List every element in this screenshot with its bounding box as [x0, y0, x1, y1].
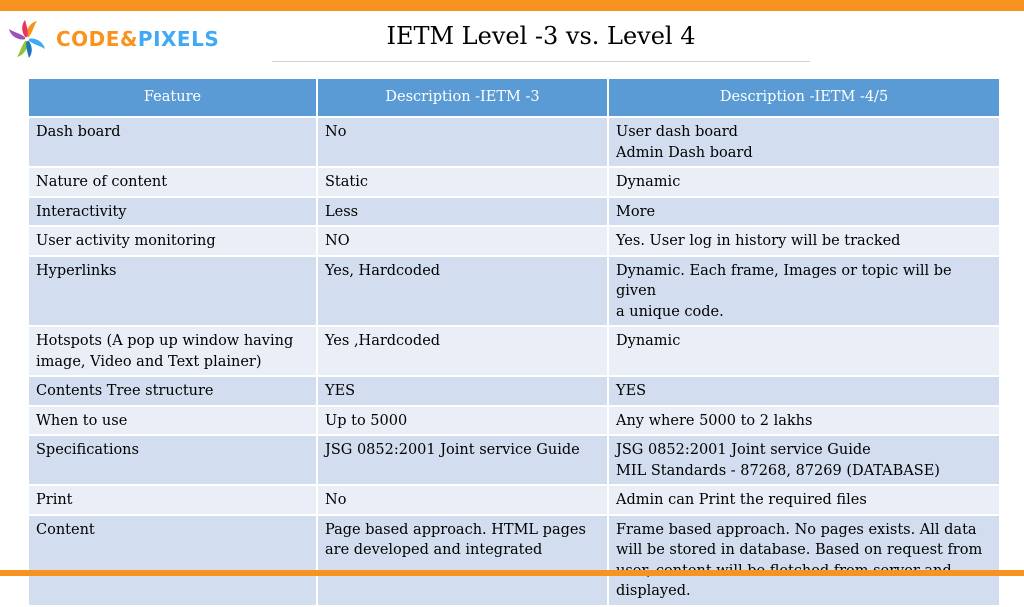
ietm45-cell [608, 167, 1000, 197]
ietm3-cell [317, 197, 608, 227]
ietm3-cell [317, 226, 608, 256]
top-accent-bar [0, 0, 1024, 11]
feature-cell [28, 117, 317, 167]
ietm45-cell [608, 435, 1000, 485]
cell-text-line: Nature of content [36, 174, 168, 190]
cell-text-line: No [325, 492, 347, 508]
cell-text-line: Dynamic [616, 333, 681, 349]
feature-cell [28, 326, 317, 376]
cell-text-line: Admin can Print the required files [616, 492, 867, 508]
feature-cell [28, 376, 317, 406]
cell-text-line: Interactivity [36, 203, 127, 220]
table-row [28, 197, 1000, 227]
logo-word-code: CODE [56, 27, 120, 51]
cell-text-line: When to use [36, 412, 128, 429]
ietm45-cell [608, 256, 1000, 327]
cell-text-line: Content [36, 521, 95, 538]
table-header-row [28, 78, 1000, 117]
header-feature: Feature [28, 78, 317, 117]
ietm45-cell [608, 376, 1000, 406]
ietm45-cell [608, 197, 1000, 227]
feature-cell [28, 226, 317, 256]
logo-wordmark [56, 27, 219, 51]
ietm45-cell [608, 226, 1000, 256]
ietm45-cell [608, 326, 1000, 376]
cell-text-line: Any where 5000 to 2 lakhs [616, 412, 813, 429]
cell-text-line: image, Video and Text plainer) [36, 353, 262, 370]
feature-cell [28, 256, 317, 327]
brand-logo [6, 18, 219, 60]
comparison-table [27, 77, 1001, 607]
feature-cell [28, 406, 317, 436]
feature-cell [28, 167, 317, 197]
cell-text-line: a unique code. [616, 303, 724, 320]
cell-text-line: User activity monitoring [36, 233, 216, 249]
cell-text-line: Page based approach. HTML pages [325, 521, 586, 538]
table-row [28, 226, 1000, 256]
cell-text-line: Hotspots (A pop up window having [36, 333, 294, 349]
table-row [28, 435, 1000, 485]
feature-cell [28, 515, 317, 606]
cell-text-line: Less [325, 203, 359, 220]
logo-word-pixels: PIXELS [137, 27, 220, 51]
cell-text-line: User dash board [616, 124, 738, 140]
cell-text-line: Up to 5000 [325, 412, 408, 429]
table-row [28, 326, 1000, 376]
bottom-accent-bar [0, 570, 1024, 576]
table-row [28, 376, 1000, 406]
header-ietm45: Description -IETM -4/5 [608, 78, 1000, 117]
ietm45-cell [608, 117, 1000, 167]
header-ietm3: Description -IETM -3 [317, 78, 608, 117]
cell-text-line: More [616, 203, 656, 220]
cell-text-line: are developed and integrated [325, 542, 543, 558]
cell-text-line: Yes ,Hardcoded [325, 333, 441, 349]
cell-text-line: Hyperlinks [36, 262, 117, 279]
ietm3-cell [317, 406, 608, 436]
slide-title: IETM Level -3 vs. Level 4 [386, 22, 696, 50]
cell-text-line: Print [36, 492, 73, 508]
cell-text-line: YES [616, 383, 647, 399]
ietm3-cell [317, 435, 608, 485]
ietm3-cell [317, 256, 608, 327]
cell-text-line: will be stored in database. Based on request from [616, 542, 983, 558]
ietm45-cell [608, 406, 1000, 436]
ietm45-cell [608, 485, 1000, 515]
feature-cell [28, 435, 317, 485]
cell-text-line: JSG 0852:2001 Joint service Guide [616, 442, 871, 458]
ietm3-cell [317, 167, 608, 197]
table-row [28, 406, 1000, 436]
cell-text-line: Yes. User log in history will be tracked [616, 233, 901, 249]
ietm3-cell [317, 117, 608, 167]
logo-ampersand: & [119, 27, 138, 51]
cell-text-line: Yes, Hardcoded [325, 262, 441, 279]
table-row [28, 117, 1000, 167]
pinwheel-logo-icon [6, 18, 48, 60]
table-row [28, 256, 1000, 327]
table-row [28, 515, 1000, 606]
cell-text-line: displayed. [616, 583, 691, 599]
cell-text-line: NO [325, 233, 350, 249]
feature-cell [28, 485, 317, 515]
cell-text-line: Admin Dash board [616, 144, 753, 161]
cell-text-line: Frame based approach. No pages exists. All data [616, 521, 977, 538]
cell-text-line: Contents Tree structure [36, 383, 214, 399]
feature-cell [28, 197, 317, 227]
cell-text-line: Specifications [36, 442, 139, 458]
title-divider [272, 61, 810, 62]
ietm45-cell [608, 515, 1000, 606]
ietm3-cell [317, 485, 608, 515]
cell-text-line: MIL Standards - 87268, 87269 (DATABASE) [616, 462, 940, 479]
table-row [28, 167, 1000, 197]
cell-text-line: No [325, 124, 347, 140]
cell-text-line: Dynamic. Each frame, Images or topic will be given [616, 262, 952, 299]
cell-text-line: JSG 0852:2001 Joint service Guide [325, 442, 580, 458]
table-body [28, 117, 1000, 606]
ietm3-cell [317, 376, 608, 406]
ietm3-cell [317, 326, 608, 376]
cell-text-line: Dynamic [616, 174, 681, 190]
cell-text-line: YES [325, 383, 356, 399]
table-row [28, 485, 1000, 515]
ietm3-cell [317, 515, 608, 606]
cell-text-line: Dash board [36, 124, 121, 140]
cell-text-line: Static [325, 174, 368, 190]
